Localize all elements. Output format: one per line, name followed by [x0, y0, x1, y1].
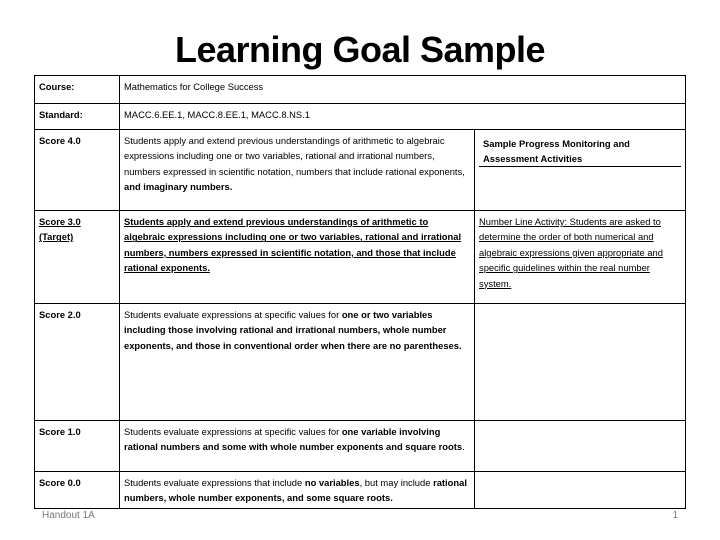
standard-value: MACC.6.EE.1, MACC.8.EE.1, MACC.8.NS.1: [120, 104, 686, 130]
course-value: Mathematics for College Success: [120, 76, 686, 104]
score-2-row: [35, 304, 686, 421]
score-4-text: Students apply and extend previous understandings of arithmetic to algebraic expressions including one or two variables, rational and irrational numbers, numbers expressed in scientific notation, numbers that include rational exponents,: [124, 135, 465, 177]
score-0-bold-2: rational numbers, whole number exponents, and some square roots.: [124, 477, 467, 504]
score-1-label: Score 1.0: [35, 421, 120, 472]
footer-handout-label: Handout 1A: [42, 510, 95, 521]
standard-row: [35, 104, 686, 130]
score-3-description: Students apply and extend previous understandings of arithmetic to algebraic expressions including one or two variables, rational and irrational numbers, numbers expressed in scientific notation, and those that include rational exponents.: [120, 211, 475, 304]
learning-goal-table: [34, 75, 686, 509]
score-1-bold-text: one variable involving rational numbers and some with whole number exponents and square roots: [124, 426, 463, 453]
score-0-bold-1: no variables: [304, 477, 360, 488]
score-2-description: [120, 304, 475, 421]
score-1-text: Students evaluate expressions at specific values for: [124, 426, 342, 437]
score-4-label: Score 4.0: [35, 130, 120, 211]
activity-header: Sample Progress Monitoring and Assessment Activities: [479, 133, 681, 167]
score-0-text: Students evaluate expressions that include: [124, 477, 305, 488]
score-2-text: Students evaluate expressions at specific values for: [124, 309, 342, 320]
score-4-row: [35, 130, 686, 211]
course-label: Course:: [35, 76, 120, 104]
page-title: Learning Goal Sample: [174, 29, 546, 70]
score-0-mid: , but may include: [359, 477, 434, 488]
score-0-row: [35, 472, 686, 509]
score-4-description: [120, 130, 475, 211]
score-0-activity: [475, 472, 686, 509]
score-3-row: [35, 211, 686, 304]
score-0-description: [120, 472, 475, 509]
standard-label: Standard:: [35, 104, 120, 130]
score-3-activity: Number Line Activity: Students are asked to determine the order of both numerical and algebraic expressions given appropriate and specific guidelines within the real number system.: [475, 211, 686, 304]
course-row: [35, 76, 686, 104]
score-2-bold-text: one or two variables including those involving rational and irrational numbers, whole number exponents, and those in conventional order when there are no parentheses.: [124, 309, 462, 351]
score-1-tail: .: [462, 441, 465, 453]
score-1-row: [35, 421, 686, 472]
score-1-activity: [475, 421, 686, 472]
score-0-label: Score 0.0: [35, 472, 120, 509]
score-4-bold-text: and imaginary numbers.: [124, 181, 233, 193]
score-2-activity: [475, 304, 686, 421]
score-3-label: Score 3.0 (Target): [35, 211, 120, 304]
footer-page-number: 1: [672, 510, 678, 521]
activity-header-cell: [475, 130, 686, 211]
score-2-label: Score 2.0: [35, 304, 120, 421]
score-1-description: [120, 421, 475, 472]
